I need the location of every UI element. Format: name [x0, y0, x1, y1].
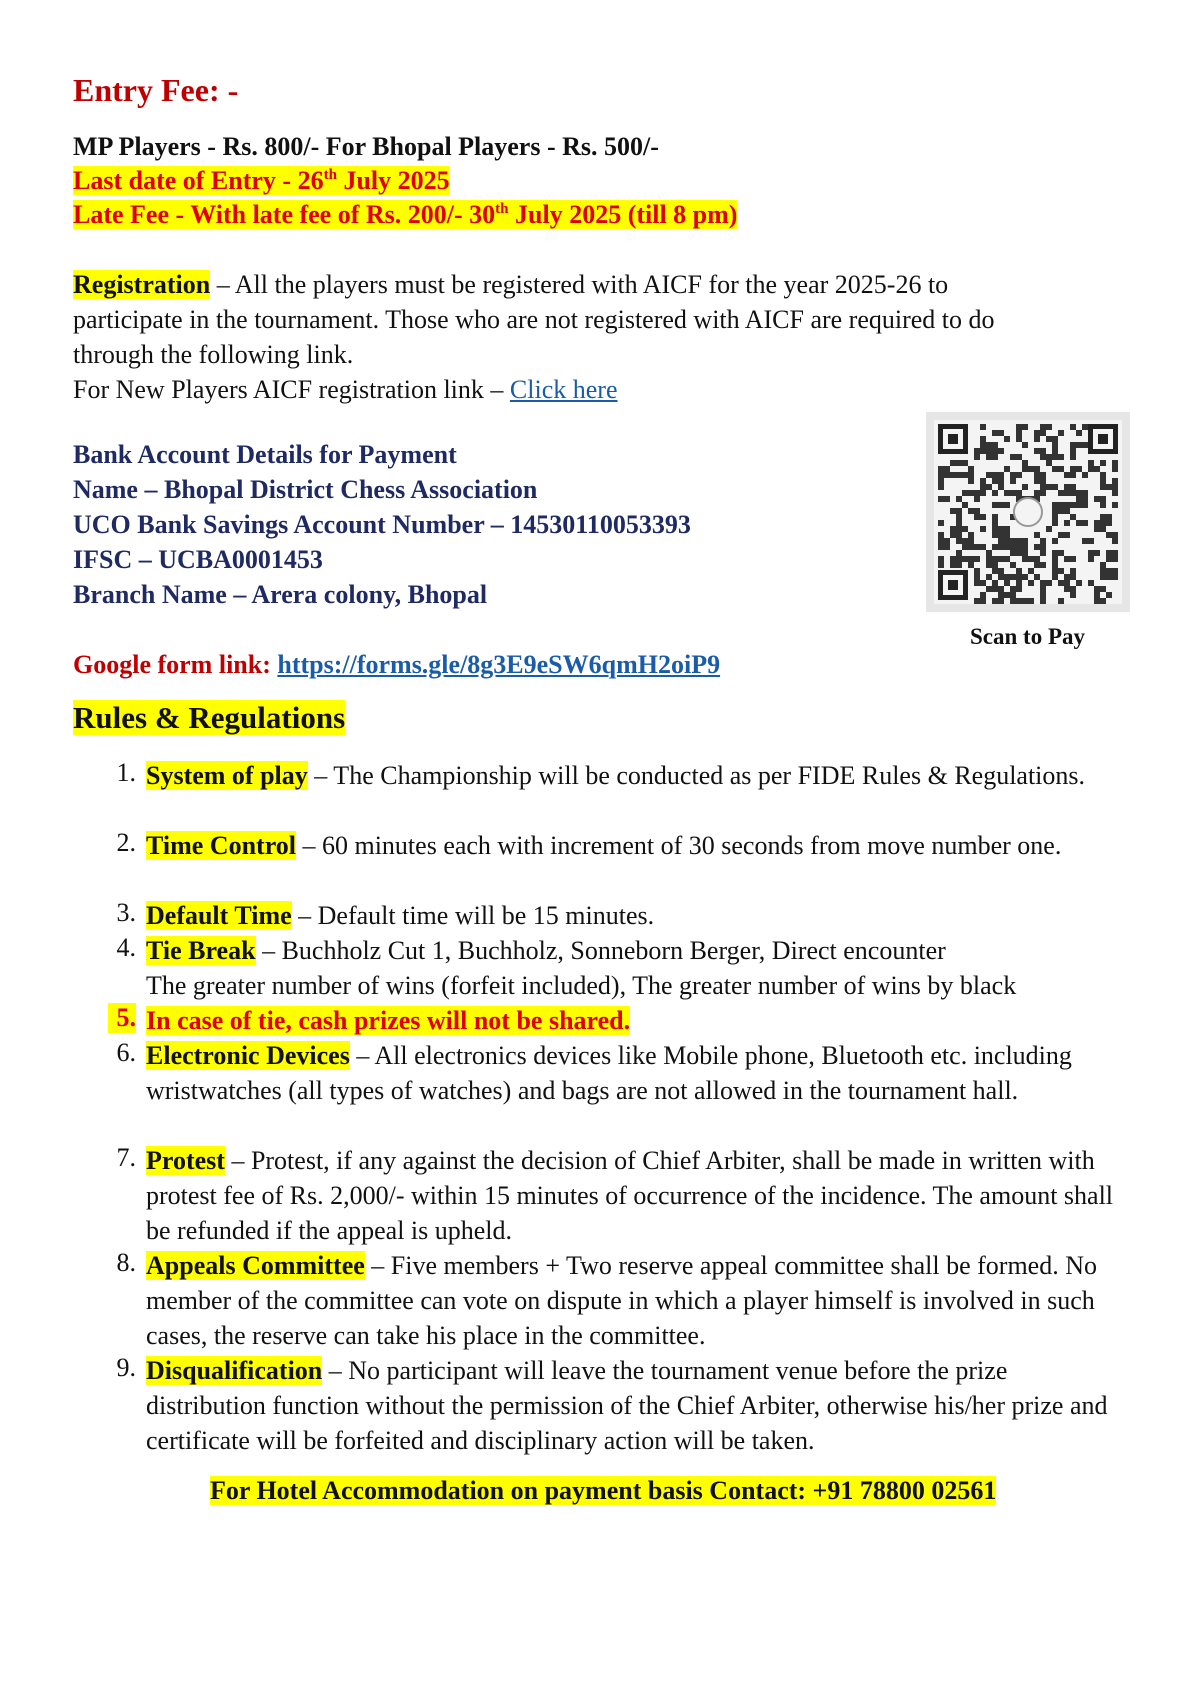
rule-label: Electronic Devices [146, 1041, 350, 1070]
last-date-sup: th [323, 167, 337, 183]
rule-label: Protest [146, 1146, 225, 1175]
rule-text [146, 933, 1126, 1003]
payment-qr-code [926, 412, 1130, 612]
rule-body: – Default time will be 15 minutes. [291, 901, 655, 930]
rule-number: 3. [116, 898, 136, 927]
rule-text [146, 898, 1126, 933]
rule-number: 8. [116, 1248, 136, 1277]
last-date-line [73, 166, 450, 196]
rule-body: In case of tie, cash prizes will not be shared. [146, 1006, 631, 1035]
late-fee-sup: th [495, 201, 509, 217]
late-fee-line [73, 200, 737, 230]
rule-text [146, 1003, 1126, 1038]
rule-number: 5. [108, 1003, 136, 1033]
bank-ifsc: IFSC – UCBA0001453 [73, 545, 323, 574]
entry-fee-title: Entry Fee: - [73, 72, 239, 108]
rules-title-text: Rules & Regulations [73, 700, 346, 735]
rule-text [146, 1353, 1126, 1458]
registration-link[interactable]: Click here [509, 375, 618, 404]
new-players-line [73, 375, 618, 405]
registration-line-2: participate in the tournament. Those who are not registered with AICF are required to do [73, 305, 995, 334]
google-form-label: Google form link: [73, 650, 278, 679]
rule-text [146, 758, 1126, 793]
rule-number: 7. [116, 1143, 136, 1172]
last-date-text: Last date of Entry - 26 [73, 166, 324, 195]
rule-label: Disqualification [146, 1356, 323, 1385]
rule-text [146, 1038, 1126, 1108]
rule-label: Time Control [146, 831, 296, 860]
rule-label: System of play [146, 761, 308, 790]
bank-heading: Bank Account Details for Payment [73, 440, 457, 469]
rule-number: 6. [116, 1038, 136, 1067]
rule-text [146, 828, 1126, 863]
rule-body: – Buchholz Cut 1, Buchholz, Sonneborn Berger, Direct encounter [255, 936, 946, 965]
qr-caption: Scan to Pay [970, 624, 1085, 649]
bank-name: Name – Bhopal District Chess Association [73, 475, 538, 504]
rule-number: 9. [116, 1353, 136, 1382]
rule-body: – Five members + Two reserve appeal committee shall be formed. No member of the committee can vote on dispute in which a player himself is involved in such cases, the reserve can take his place in the committee. [146, 1251, 1097, 1350]
late-fee-text-end: July 2025 (till 8 pm) [508, 200, 738, 229]
rule-number: 1. [116, 758, 136, 787]
registration-label: Registration [73, 270, 211, 299]
google-form-line [73, 650, 720, 680]
rule-label: Appeals Committee [146, 1251, 365, 1280]
rule-label: Default Time [146, 901, 292, 930]
rule-number: 2. [116, 828, 136, 857]
bank-branch: Branch Name – Arera colony, Bhopal [73, 580, 488, 609]
rule-body: – Protest, if any against the decision of Chief Arbiter, shall be made in written with protest fee of Rs. 2,000/- within 15 minutes of occurrence of the incidence. The amount shall be refunded if the appeal is upheld. [146, 1146, 1114, 1245]
hotel-contact [210, 1476, 996, 1506]
rule-body-extra: The greater number of wins (forfeit included), The greater number of wins by black [146, 971, 1017, 1000]
hotel-contact-text: For Hotel Accommodation on payment basis Contact: +91 78800 02561 [210, 1476, 997, 1505]
registration-text-1: – All the players must be registered with AICF for the year 2025-26 to [210, 270, 949, 299]
rule-body: – 60 minutes each with increment of 30 seconds from move number one. [295, 831, 1062, 860]
rules-title [73, 700, 345, 736]
new-players-text: For New Players AICF registration link – [73, 375, 510, 404]
registration-line-3: through the following link. [73, 340, 354, 369]
rule-text [146, 1248, 1126, 1353]
bank-account: UCO Bank Savings Account Number – 14530110053393 [73, 510, 691, 539]
rule-label: Tie Break [146, 936, 256, 965]
fees-line: MP Players - Rs. 800/- For Bhopal Players - Rs. 500/- [73, 132, 659, 161]
rule-number: 4. [116, 933, 136, 962]
qr-code-icon [926, 412, 1130, 612]
rule-text [146, 1143, 1126, 1248]
google-form-link[interactable]: https://forms.gle/8g3E9eSW6qmH2oiP9 [277, 650, 721, 679]
rule-body: – All electronics devices like Mobile phone, Bluetooth etc. including wristwatches (all types of watches) and bags are not allowed in the tournament hall. [146, 1041, 1072, 1105]
last-date-text-end: July 2025 [336, 166, 450, 195]
registration-line-1 [73, 270, 948, 300]
rule-body: – No participant will leave the tournament venue before the prize distribution function without the permission of the Chief Arbiter, otherwise his/her prize and certificate will be forfeited and disciplinary action will be taken. [146, 1356, 1108, 1455]
rule-body: – The Championship will be conducted as per FIDE Rules & Regulations. [307, 761, 1086, 790]
late-fee-text: Late Fee - With late fee of Rs. 200/- 30 [73, 200, 496, 229]
